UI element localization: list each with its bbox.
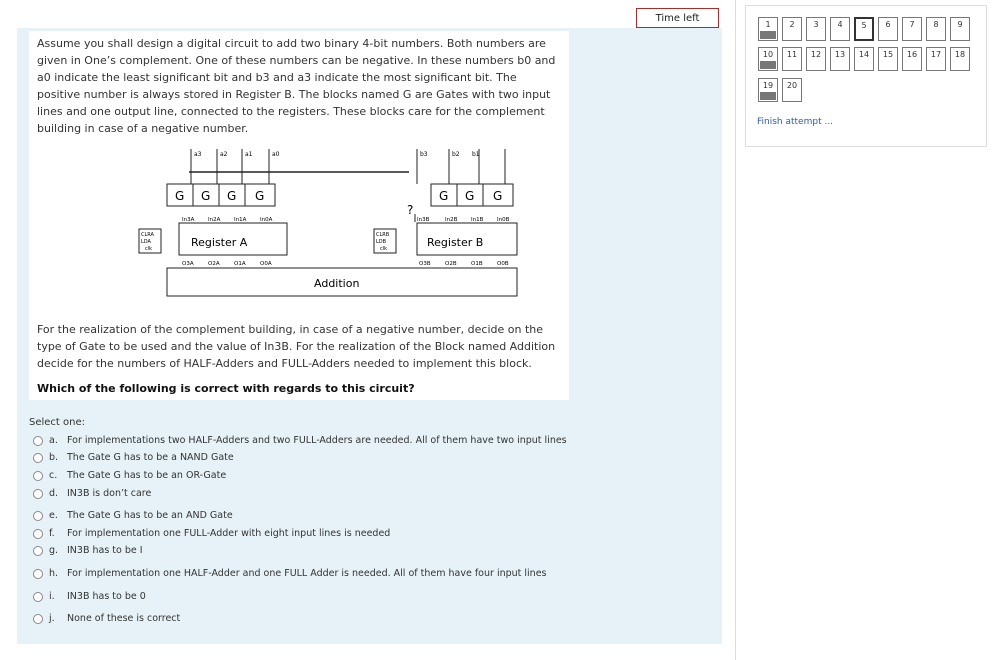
input-a1: a1 — [245, 151, 253, 158]
input-a3: a3 — [194, 151, 202, 158]
question-nav-10[interactable]: 10 — [758, 47, 778, 71]
svg-text:In1B: In1B — [471, 217, 484, 223]
question-nav-19[interactable]: 19 — [758, 78, 778, 102]
option-i[interactable]: i. IN3B has to be 0 — [33, 591, 146, 602]
svg-text:clk: clk — [380, 246, 388, 252]
gate-g-b1: G — [465, 189, 475, 203]
divider-line — [735, 0, 736, 660]
gate-g-a0: G — [255, 189, 265, 203]
input-b2: b2 — [452, 151, 460, 158]
question-mark: ? — [407, 203, 414, 217]
svg-text:In1A: In1A — [234, 217, 247, 223]
svg-text:CLRB: CLRB — [376, 232, 390, 238]
svg-text:O0B: O0B — [497, 261, 509, 267]
question-nav-5[interactable]: 5 — [854, 17, 874, 41]
svg-text:O3B: O3B — [419, 261, 431, 267]
radio-f[interactable] — [33, 529, 43, 539]
svg-text:O2B: O2B — [445, 261, 457, 267]
svg-text:In3B: In3B — [417, 217, 430, 223]
option-b[interactable]: b. The Gate G has to be a NAND Gate — [33, 452, 234, 463]
svg-text:O3A: O3A — [182, 261, 194, 267]
question-nav-1[interactable]: 1 — [758, 17, 778, 41]
input-b1: b1 — [472, 151, 480, 158]
option-f[interactable]: f. For implementation one FULL-Adder with eight input lines is needed — [33, 528, 390, 539]
question-nav-12[interactable]: 12 — [806, 47, 826, 71]
gates-a — [167, 184, 275, 206]
question-nav-11[interactable]: 11 — [782, 47, 802, 71]
radio-e[interactable] — [33, 511, 43, 521]
register-b-label: Register B — [427, 236, 484, 249]
radio-b[interactable] — [33, 453, 43, 463]
circuit-diagram — [109, 144, 510, 314]
question-nav-9[interactable]: 9 — [950, 17, 970, 41]
svg-text:O1B: O1B — [471, 261, 483, 267]
svg-text:In2A: In2A — [208, 217, 221, 223]
question-nav-7[interactable]: 7 — [902, 17, 922, 41]
question-text-box — [29, 31, 569, 400]
question-nav-6[interactable]: 6 — [878, 17, 898, 41]
question-nav-8[interactable]: 8 — [926, 17, 946, 41]
option-d[interactable]: d. IN3B is don’t care — [33, 488, 151, 499]
input-b3: b3 — [420, 151, 428, 158]
question-prompt: Which of the following is correct with regards to this circuit? — [37, 382, 415, 395]
svg-text:In2B: In2B — [445, 217, 458, 223]
question-nav-20[interactable]: 20 — [782, 78, 802, 102]
gate-g-b0: G — [493, 189, 503, 203]
option-g[interactable]: g. IN3B has to be I — [33, 545, 143, 556]
option-j[interactable]: j. None of these is correct — [33, 613, 180, 624]
svg-text:O2A: O2A — [208, 261, 220, 267]
radio-h[interactable] — [33, 569, 43, 579]
question-nav-17[interactable]: 17 — [926, 47, 946, 71]
input-a0: a0 — [272, 151, 280, 158]
question-paragraph-2: For the realization of the complement building, in case of a negative number, decide on the type of Gate to be used and the value of In3B. For the realization of the Block named Addition decide for the numbers of HALF-Adders and FULL-Adders needed to implement this block. — [37, 323, 556, 370]
gate-g-a3: G — [175, 189, 185, 203]
addition-label: Addition — [314, 277, 360, 290]
svg-text:CLRA: CLRA — [141, 232, 154, 238]
gate-g-a1: G — [227, 189, 237, 203]
radio-c[interactable] — [33, 471, 43, 481]
question-nav-4[interactable]: 4 — [830, 17, 850, 41]
svg-text:LDB: LDB — [376, 239, 387, 245]
svg-text:In0B: In0B — [497, 217, 510, 223]
radio-d[interactable] — [33, 489, 43, 499]
option-h[interactable]: h. For implementation one HALF-Adder and one FULL Adder is needed. All of them have four input lines — [33, 568, 547, 579]
gate-g-b2: G — [439, 189, 449, 203]
gates-b — [431, 184, 513, 206]
question-nav-13[interactable]: 13 — [830, 47, 850, 71]
svg-text:In3A: In3A — [182, 217, 195, 223]
question-nav-3[interactable]: 3 — [806, 17, 826, 41]
input-a2: a2 — [220, 151, 228, 158]
time-left-timer: Time left — [636, 8, 719, 28]
option-e[interactable]: e. The Gate G has to be an AND Gate — [33, 510, 233, 521]
option-a[interactable]: a. For implementations two HALF-Adders and two FULL-Adders are needed. All of them have two input lines — [33, 435, 567, 446]
select-one-label: Select one: — [29, 417, 86, 428]
question-nav-18[interactable]: 18 — [950, 47, 970, 71]
svg-text:LDA: LDA — [141, 239, 151, 245]
radio-g[interactable] — [33, 546, 43, 556]
svg-text:O1A: O1A — [234, 261, 246, 267]
radio-i[interactable] — [33, 592, 43, 602]
question-nav-15[interactable]: 15 — [878, 47, 898, 71]
finish-attempt-link[interactable]: Finish attempt ... — [757, 117, 834, 127]
radio-a[interactable] — [33, 436, 43, 446]
svg-text:clk: clk — [145, 246, 153, 252]
radio-j[interactable] — [33, 614, 43, 624]
question-nav-14[interactable]: 14 — [854, 47, 874, 71]
svg-text:O0A: O0A — [260, 261, 272, 267]
option-c[interactable]: c. The Gate G has to be an OR-Gate — [33, 470, 226, 481]
question-nav-2[interactable]: 2 — [782, 17, 802, 41]
question-nav-16[interactable]: 16 — [902, 47, 922, 71]
register-a-label: Register A — [191, 236, 248, 249]
gate-g-a2: G — [201, 189, 211, 203]
svg-text:In0A: In0A — [260, 217, 273, 223]
question-intro: Assume you shall design a digital circuit to add two binary 4-bit numbers. Both numbers are given in One’s complement. One of these numbers can be negative. In these numbers b0 and a0 indicate the least significant bit and b3 and a3 indicate the most significant bit. The positive number is always stored in Register B. The blocks named G are Gates with two input lines and one output line, connected to the registers. These blocks care for the complement building in case of a negative number. — [37, 37, 556, 135]
